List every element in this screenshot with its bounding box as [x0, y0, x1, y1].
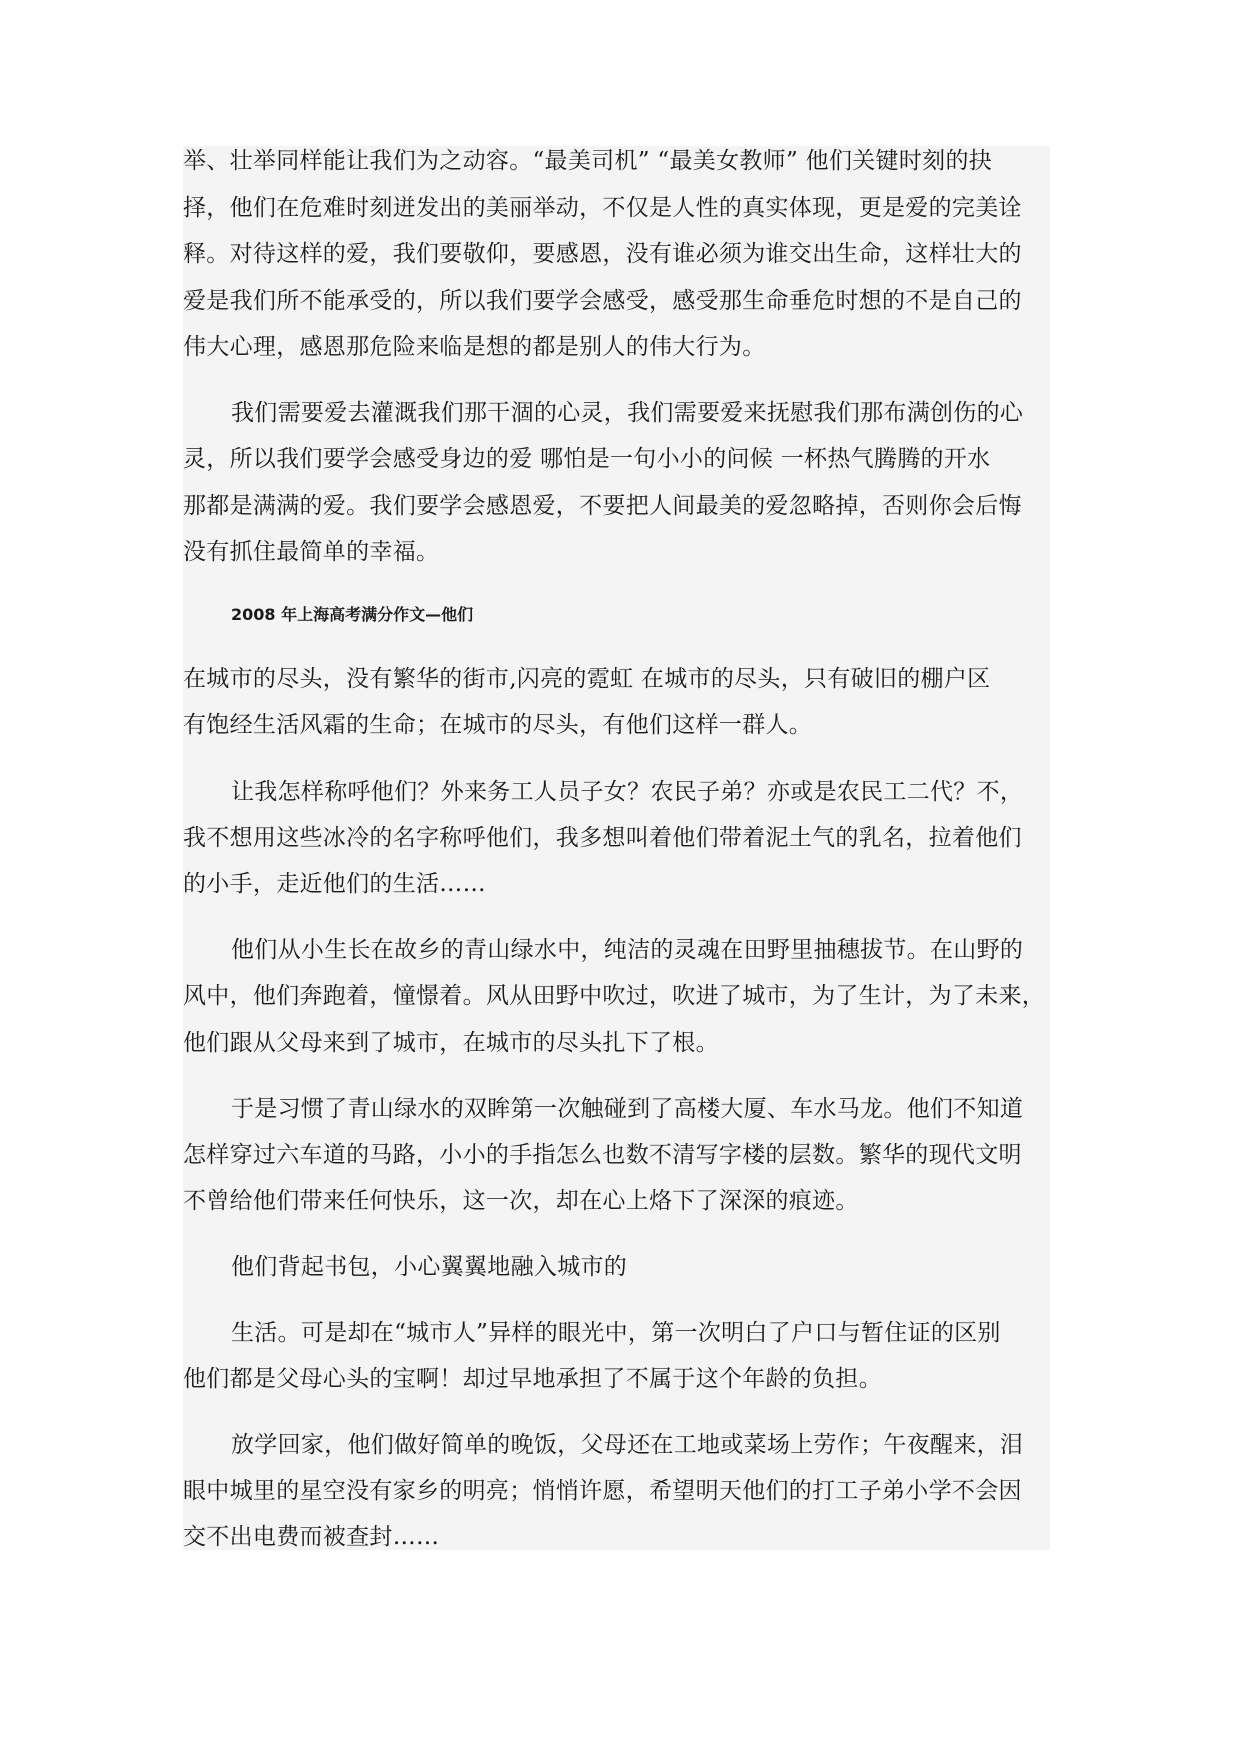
- paragraph-line: 的小手，走近他们的生活……: [183, 871, 486, 897]
- paragraph-line: 不曾给他们带来任何快乐，这一次，却在心上烙下了深深的痕迹。: [183, 1188, 859, 1214]
- paragraph-line: 择，他们在危难时刻迸发出的美丽举动，不仅是人性的真实体现，更是爱的完美诠: [183, 195, 1022, 221]
- paragraph-line: 眼中城里的星空没有家乡的明亮；悄悄许愿，希望明天他们的打工子弟小学不会因: [183, 1478, 1022, 1504]
- paragraph-line: 放学回家，他们做好简单的晚饭，父母还在工地或菜场上劳作；午夜醒来，泪: [231, 1432, 1024, 1458]
- paragraph-line: 我不想用这些冰冷的名字称呼他们，我多想叫着他们带着泥土气的乳名，拉着他们: [183, 825, 1022, 851]
- paragraph-line: 举、壮举同样能让我们为之动容。“最美司机” “最美女教师” 他们关键时刻的抉: [183, 148, 993, 174]
- essay-heading: 2008 年上海高考满分作文—他们: [231, 605, 474, 624]
- paragraph-line: 于是习惯了青山绿水的双眸第一次触碰到了高楼大厦、车水马龙。他们不知道: [231, 1096, 1024, 1122]
- paragraph-line: 让我怎样称呼他们？外来务工人员子女？农民子弟？亦或是农民工二代？不，: [231, 779, 1024, 805]
- paragraph-line: 交不出电费而被查封……: [183, 1524, 440, 1550]
- paragraph-line: 那都是满满的爱。我们要学会感恩爱，不要把人间最美的爱忽略掉，否则你会后悔: [183, 493, 1022, 519]
- paragraph-line: 他们跟从父母来到了城市，在城市的尽头扎下了根。: [183, 1030, 719, 1056]
- paragraph-line: 灵，所以我们要学会感受身边的爱 哪怕是一句小小的问候 一杯热气腾腾的开水: [183, 446, 991, 472]
- paragraph-line: 生活。可是却在“城市人”异样的眼光中，第一次明白了户口与暂住证的区别: [231, 1320, 1001, 1346]
- paragraph-line: 他们从小生长在故乡的青山绿水中，纯洁的灵魂在田野里抽穗拔节。在山野的: [231, 937, 1024, 963]
- paragraph-line: 他们都是父母心头的宝啊！却过早地承担了不属于这个年龄的负担。: [183, 1366, 882, 1392]
- paragraph-line: 伟大心理，感恩那危险来临是想的都是别人的伟大行为。: [183, 334, 766, 360]
- paragraph-line: 风中，他们奔跑着，憧憬着。风从田野中吹过，吹进了城市，为了生计，为了未来，: [183, 983, 1046, 1009]
- paragraph-line: 有饱经生活风霜的生命；在城市的尽头，有他们这样一群人。: [183, 712, 813, 738]
- paragraph-line: 释。对待这样的爱，我们要敬仰，要感恩，没有谁必须为谁交出生命，这样壮大的: [183, 241, 1022, 267]
- paragraph-line: 爱是我们所不能承受的，所以我们要学会感受，感受那生命垂危时想的不是自己的: [183, 288, 1022, 314]
- paragraph-line: 他们背起书包，小心翼翼地融入城市的: [231, 1254, 628, 1280]
- paragraph-line: 没有抓住最简单的幸福。: [183, 539, 440, 565]
- paragraph-line: 怎样穿过六车道的马路，小小的手指怎么也数不清写字楼的层数。繁华的现代文明: [183, 1142, 1022, 1168]
- paragraph-line: 我们需要爱去灌溉我们那干涸的心灵，我们需要爱来抚慰我们那布满创伤的心: [231, 400, 1024, 426]
- paragraph-line: 在城市的尽头，没有繁华的街市,闪亮的霓虹 在城市的尽头，只有破旧的棚户区: [183, 666, 991, 692]
